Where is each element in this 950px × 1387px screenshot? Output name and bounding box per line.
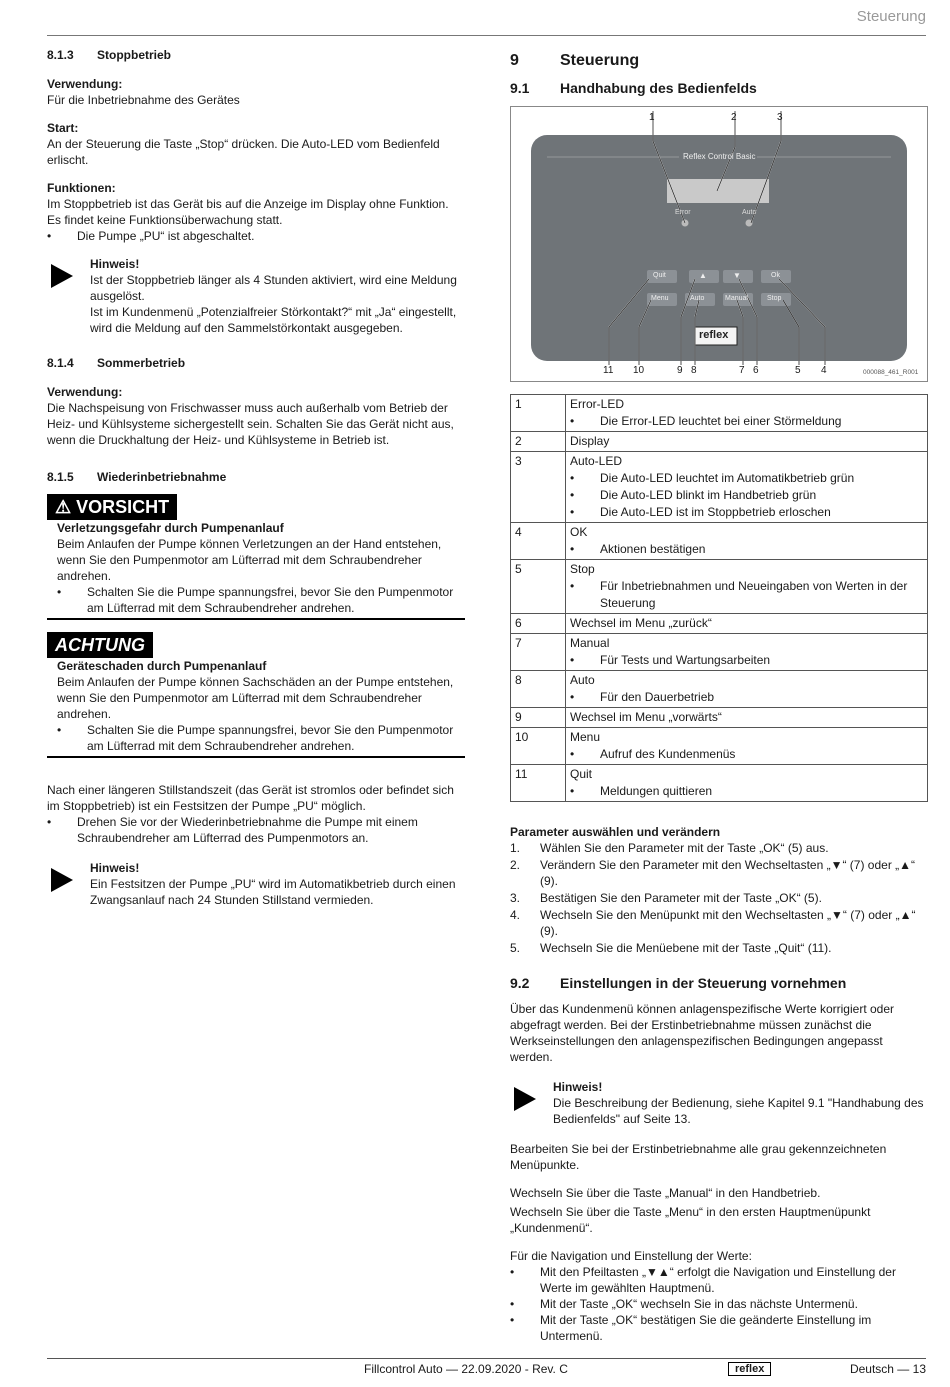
legend-description xyxy=(566,671,928,708)
param-step xyxy=(510,890,928,906)
param-step xyxy=(510,907,928,939)
vorsicht-text: Beim Anlaufen der Pumpe können Verletzungen an der Hand entstehen, wenn Sie den Pumpenmotor am Lüfterrad mit dem Schraubendreher andrehen. xyxy=(57,537,442,583)
section-heading-8-1-3: 8.1.3 Stoppbetrieb xyxy=(47,48,171,62)
vorsicht-bullet: • Schalten Sie die Pumpe spannungsfrei, bevor Sie den Pumpenmotor am Lüfterrad mit dem Schraubendreher andrehen. xyxy=(57,584,465,616)
btn-quit-label: Quit xyxy=(653,272,666,279)
legend-bullet: • Die Error-LED leuchtet bei einer Störmeldung xyxy=(570,413,923,430)
param-step xyxy=(510,840,928,856)
legend-description xyxy=(566,432,928,452)
left-column xyxy=(47,46,465,922)
text-p2: Wechseln Sie über die Taste „Manual“ in den Handbetrieb. xyxy=(510,1186,821,1200)
section-heading-9-1: 9.1 Handhabung des Bedienfelds xyxy=(510,80,757,96)
label-start: Start: xyxy=(47,121,79,135)
btn-down-label: ▼ xyxy=(733,271,741,280)
legend-label: Quit xyxy=(570,767,593,781)
legend-description xyxy=(566,634,928,671)
warning-triangle-icon: ⚠ xyxy=(55,497,77,517)
hinweis-text: Ein Festsitzen der Pumpe „PU“ wird im Automatikbetrieb durch einen Zwangsanlauf nach 24 Stunden Stillstand vermieden. xyxy=(90,877,456,907)
legend-description xyxy=(566,765,928,802)
text-verwendung: Für die Inbetriebnahme des Gerätes xyxy=(47,93,240,107)
navigation-bullet: • Mit der Taste „OK“ bestätigen Sie die geänderte Einstellung im Untermenü. xyxy=(510,1312,928,1344)
step-number: 4. xyxy=(510,908,521,922)
callout-3: 3 xyxy=(777,112,783,123)
callout-6: 6 xyxy=(753,365,759,376)
callout-11: 11 xyxy=(603,365,614,376)
text-start: An der Steuerung die Taste „Stop“ drücken. Die Auto-LED vom Bedienfeld erlischt. xyxy=(47,137,440,167)
achtung-block xyxy=(47,632,465,758)
hinweis-arrow-icon xyxy=(51,264,73,288)
legend-label: Auto xyxy=(570,673,595,687)
legend-bullet: • Aufruf des Kundenmenüs xyxy=(570,746,923,763)
hinweis-label: Hinweis! xyxy=(90,861,140,875)
achtung-title: Geräteschaden durch Pumpenanlauf xyxy=(57,659,267,673)
step-number: 1. xyxy=(510,841,521,855)
legend-label: Auto-LED xyxy=(570,454,623,468)
legend-number: 1 xyxy=(511,395,566,432)
legend-number: 4 xyxy=(511,523,566,560)
bullet-pumpe: • Die Pumpe „PU“ ist abgeschaltet. xyxy=(47,228,465,244)
btn-ok-label: Ok xyxy=(771,272,780,279)
step-number: 2. xyxy=(510,858,521,872)
step-number: 5. xyxy=(510,941,521,955)
params-title: Parameter auswählen und verändern xyxy=(510,825,721,839)
legend-label: Display xyxy=(570,434,610,448)
hinweis-arrow-icon xyxy=(51,868,73,892)
step-text: Wählen Sie den Parameter mit der Taste „OK“ (5) aus. xyxy=(540,841,829,855)
param-step xyxy=(510,940,928,956)
callout-7: 7 xyxy=(739,365,745,376)
callout-4: 4 xyxy=(821,365,827,376)
legend-number: 10 xyxy=(511,728,566,765)
legend-label: Error-LED xyxy=(570,397,625,411)
achtung-text: Beim Anlaufen der Pumpe können Sachschäden an der Pumpe entstehen, wenn Sie den Pumpenmotor am Lüfterrad mit dem Schraubendreher andrehen. xyxy=(57,675,454,721)
section-heading-9-2: 9.2 Einstellungen in der Steuerung vornehmen xyxy=(510,975,847,991)
legend-row xyxy=(511,614,928,634)
legend-number: 2 xyxy=(511,432,566,452)
text-sommerbetrieb: Die Nachspeisung von Frischwasser muss auch außerhalb vom Betrieb der Heiz- und Kühlsysteme sichergestellt sein. Schalten Sie das Gerät nicht aus, wenn die Druckhaltung der Heiz- und Kühlsysteme in Betrieb ist. xyxy=(47,401,454,447)
vorsicht-tag: ⚠ VORSICHT xyxy=(47,494,177,520)
legend-number: 6 xyxy=(511,614,566,634)
legend-description xyxy=(566,452,928,523)
hinweis-box xyxy=(47,256,465,336)
legend-table xyxy=(510,394,928,802)
text-stillstand: Nach einer längeren Stillstandszeit (das Gerät ist stromlos oder befindet sich im Stoppbetrieb) ist ein Festsitzen der Pumpe „PU“ möglich. xyxy=(47,783,454,813)
legend-description xyxy=(566,560,928,614)
legend-description xyxy=(566,523,928,560)
text-p4: Für die Navigation und Einstellung der Werte: xyxy=(510,1249,752,1263)
btn-up-label: ▲ xyxy=(699,271,707,280)
navigation-bullet: • Mit den Pfeiltasten „▼▲“ erfolgt die Navigation und Einstellung der Werte im gewählten Hauptmenü. xyxy=(510,1264,928,1296)
callout-9: 9 xyxy=(677,365,683,376)
hinweis-text: Ist der Stoppbetrieb länger als 4 Stunden aktiviert, wird eine Meldung ausgelöst. Ist im Kundenmenü „Potenzialfreier Störkontakt?“ mit „Ja“ eingestellt, wird die Meldung auf den Sammelstörkontakt ausgegeben. xyxy=(90,273,457,335)
legend-description xyxy=(566,708,928,728)
legend-row xyxy=(511,765,928,802)
legend-row xyxy=(511,728,928,765)
figure-code: 000088_461_R001 xyxy=(863,369,919,376)
legend-number: 5 xyxy=(511,560,566,614)
legend-label: Wechsel im Menu „vorwärts“ xyxy=(570,710,722,724)
btn-manual-label: Manual xyxy=(725,295,748,302)
footer-rule xyxy=(47,1358,926,1359)
text-funktionen: Im Stoppbetrieb ist das Gerät bis auf die Anzeige im Display ohne Funktion. Es findet keine Funktionsüberwachung statt. xyxy=(47,197,449,227)
legend-number: 7 xyxy=(511,634,566,671)
achtung-tag: ACHTUNG xyxy=(47,632,153,658)
hinweis-box-3 xyxy=(510,1079,928,1127)
hinweis-text: Die Beschreibung der Bedienung, siehe Kapitel 9.1 "Handhabung des Bedienfelds" auf Seite 13. xyxy=(553,1096,924,1126)
hinweis-arrow-icon xyxy=(514,1087,536,1111)
footer-doc: Fillcontrol Auto — 22.09.2020 - Rev. C xyxy=(364,1362,568,1376)
btn-menu-label: Menu xyxy=(651,295,669,302)
page-header-title: Steuerung xyxy=(856,8,926,25)
legend-bullet: • Die Auto-LED ist im Stoppbetrieb erloschen xyxy=(570,504,923,521)
hinweis-label: Hinweis! xyxy=(90,257,140,271)
legend-number: 9 xyxy=(511,708,566,728)
callout-2: 2 xyxy=(731,112,737,123)
footer-logo: reflex xyxy=(728,1362,771,1376)
led-auto-label: Auto xyxy=(742,209,757,216)
legend-row xyxy=(511,560,928,614)
callout-1: 1 xyxy=(649,112,655,123)
legend-description xyxy=(566,614,928,634)
legend-row xyxy=(511,395,928,432)
legend-description xyxy=(566,395,928,432)
legend-bullet: • Aktionen bestätigen xyxy=(570,541,923,558)
legend-row xyxy=(511,708,928,728)
vorsicht-block xyxy=(47,494,465,620)
right-column xyxy=(510,52,928,1344)
text-p3: Wechseln Sie über die Taste „Menu“ in den ersten Hauptmenüpunkt „Kundenmenü“. xyxy=(510,1205,871,1235)
callout-10: 10 xyxy=(633,365,645,376)
step-number: 3. xyxy=(510,891,521,905)
legend-bullet: • Meldungen quittieren xyxy=(570,783,923,800)
chapter-heading-9: 9 Steuerung xyxy=(510,52,640,69)
btn-stop-label: Stop xyxy=(767,295,782,302)
legend-bullet: • Für Inbetriebnahmen und Neueingaben von Werten in der Steuerung xyxy=(570,578,923,612)
panel-title: Reflex Control Basic xyxy=(683,152,756,161)
legend-bullet: • Die Auto-LED blinkt im Handbetrieb grün xyxy=(570,487,923,504)
callout-5: 5 xyxy=(795,365,801,376)
section-heading-8-1-5: 8.1.5 Wiederinbetriebnahme xyxy=(47,470,227,484)
legend-bullet: • Für den Dauerbetrieb xyxy=(570,689,923,706)
legend-label: Menu xyxy=(570,730,601,744)
achtung-bullet: • Schalten Sie die Pumpe spannungsfrei, bevor Sie den Pumpenmotor am Lüfterrad mit dem Schraubendreher andrehen. xyxy=(57,722,465,754)
legend-row xyxy=(511,634,928,671)
panel-logo: reflex xyxy=(699,329,729,341)
legend-label: Wechsel im Menu „zurück“ xyxy=(570,616,712,630)
step-text: Bestätigen Sie den Parameter mit der Taste „OK“ (5). xyxy=(540,891,822,905)
step-text: Wechseln Sie den Menüpunkt mit den Wechseltasten „▼“ (7) oder „▲“ (9). xyxy=(540,908,916,938)
hinweis-box-2 xyxy=(47,860,465,908)
legend-row xyxy=(511,432,928,452)
led-error-label: Error xyxy=(675,209,691,216)
label-funktionen: Funktionen: xyxy=(47,181,116,195)
text-p1: Bearbeiten Sie bei der Erstinbetriebnahme alle grau gekennzeichneten Menüpunkte. xyxy=(510,1142,887,1172)
vorsicht-title: Verletzungsgefahr durch Pumpenanlauf xyxy=(57,521,284,535)
navigation-bullet: • Mit der Taste „OK“ wechseln Sie in das nächste Untermenü. xyxy=(510,1296,928,1312)
legend-description xyxy=(566,728,928,765)
label-verwendung: Verwendung: xyxy=(47,77,123,91)
step-text: Verändern Sie den Parameter mit den Wechseltasten „▼“ (7) oder „▲“ (9). xyxy=(540,858,916,888)
legend-label: Stop xyxy=(570,562,595,576)
legend-number: 3 xyxy=(511,452,566,523)
navigation-bullets xyxy=(510,1264,928,1344)
legend-label: Manual xyxy=(570,636,610,650)
step-text: Wechseln Sie die Menüebene mit der Taste „Quit“ (11). xyxy=(540,941,832,955)
legend-bullet: • Für Tests und Wartungsarbeiten xyxy=(570,652,923,669)
legend-row xyxy=(511,523,928,560)
legend-number: 11 xyxy=(511,765,566,802)
legend-row xyxy=(511,671,928,708)
text-9-2: Über das Kundenmenü können anlagenspezifische Werte korrigiert oder abgefragt werden. Bei der Erstinbetriebnahme müssen zunächst die Werkseinstellungen den anlagenspezifischen Bedingungen angepasst werden. xyxy=(510,1002,895,1064)
btn-auto-label: Auto xyxy=(690,295,705,302)
params-steps xyxy=(510,840,928,956)
label-verwendung-2: Verwendung: xyxy=(47,385,123,399)
section-heading-8-1-4: 8.1.4 Sommerbetrieb xyxy=(47,356,186,370)
callout-8: 8 xyxy=(691,365,697,376)
legend-number: 8 xyxy=(511,671,566,708)
legend-bullet: • Die Auto-LED leuchtet im Automatikbetrieb grün xyxy=(570,470,923,487)
hinweis-label: Hinweis! xyxy=(553,1080,603,1094)
footer-lang-page: Deutsch — 13 xyxy=(849,1362,926,1376)
param-step xyxy=(510,857,928,889)
legend-label: OK xyxy=(570,525,588,539)
header-rule xyxy=(47,35,926,36)
bullet-drehen: • Drehen Sie vor der Wiederinbetriebnahme die Pumpe mit einem Schraubendreher am Lüfterrad des Pumpenmotors an. xyxy=(47,814,465,846)
control-panel-figure xyxy=(510,106,928,382)
legend-row xyxy=(511,452,928,523)
